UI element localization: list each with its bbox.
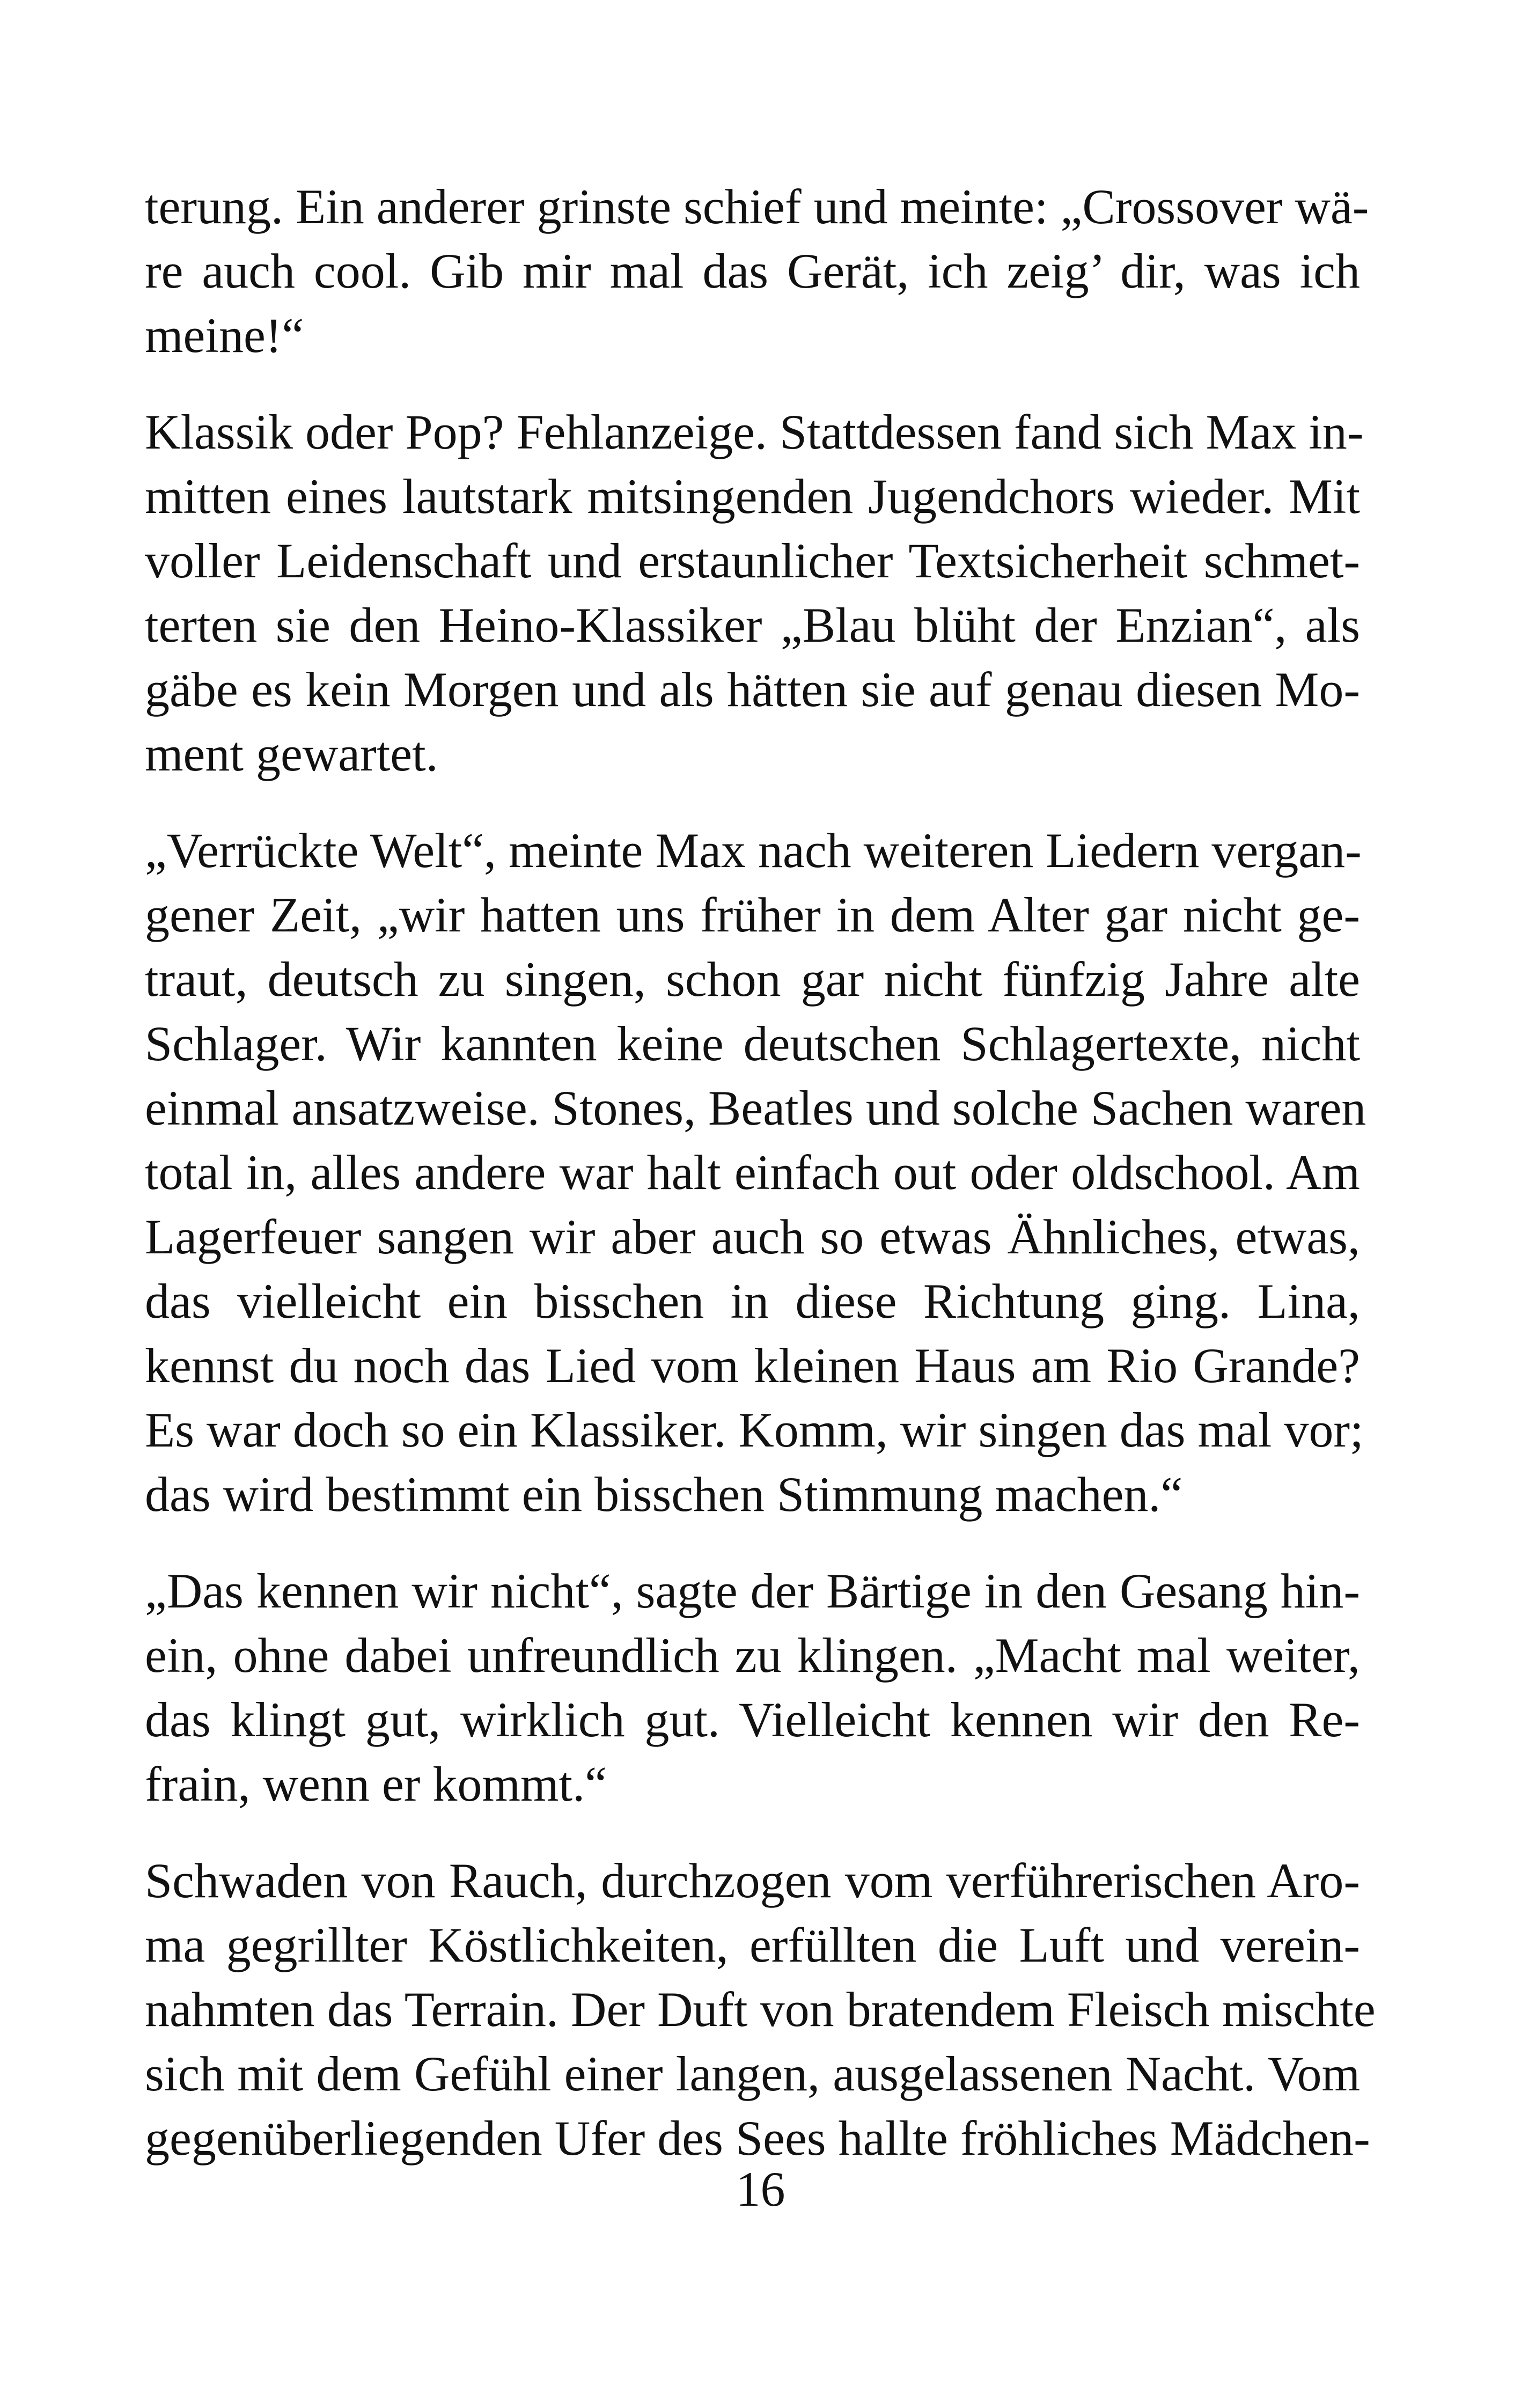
- text-line: re auch cool. Gib mir mal das Gerät, ich zeig’ dir, was ich: [145, 244, 1360, 298]
- text-line: nahmten das Terrain. Der Duft von bratendem Fleisch mischte: [145, 1982, 1376, 2037]
- text-line: das vielleicht ein bisschen in diese Richtung ging. Lina,: [145, 1274, 1360, 1328]
- text-line: Lagerfeuer sangen wir aber auch so etwas Ähnliches, etwas,: [145, 1209, 1360, 1264]
- text-line: traut, deutsch zu singen, schon gar nicht fünfzig Jahre alte: [145, 952, 1360, 1007]
- text-line: voller Leidenschaft und erstaunlicher Textsicherheit schmet-: [145, 533, 1360, 588]
- text-line: gäbe es kein Morgen und als hätten sie auf genau diesen Mo-: [145, 662, 1360, 717]
- text-line: ment gewartet.: [145, 726, 438, 781]
- text-line: Es war doch so ein Klassiker. Komm, wir singen das mal vor;: [145, 1403, 1364, 1457]
- text-line: Schwaden von Rauch, durchzogen vom verführerischen Aro-: [145, 1853, 1360, 1908]
- text-line: das klingt gut, wirklich gut. Vielleicht kennen wir den Re-: [145, 1692, 1360, 1747]
- text-line: sich mit dem Gefühl einer langen, ausgelassenen Nacht. Vom: [145, 2046, 1360, 2101]
- text-line: „Das kennen wir nicht“, sagte der Bärtige in den Gesang hin-: [145, 1563, 1360, 1618]
- text-line: kennst du noch das Lied vom kleinen Haus am Rio Grande?: [145, 1338, 1360, 1393]
- text-line: gener Zeit, „wir hatten uns früher in dem Alter gar nicht ge-: [145, 887, 1360, 942]
- text-line: ein, ohne dabei unfreundlich zu klingen. „Macht mal weiter,: [145, 1628, 1360, 1683]
- text-line: terung. Ein anderer grinste schief und meinte: „Crossover wä-: [145, 179, 1369, 234]
- text-line: einmal ansatzweise. Stones, Beatles und solche Sachen waren: [145, 1081, 1366, 1135]
- text-line: frain, wenn er kommt.“: [145, 1757, 607, 1811]
- text-line: Klassik oder Pop? Fehlanzeige. Stattdessen fand sich Max in-: [145, 405, 1364, 459]
- text-line: „Verrückte Welt“, meinte Max nach weiteren Liedern vergan-: [145, 823, 1362, 878]
- text-line: meine!“: [145, 308, 304, 363]
- text-line: gegenüberliegenden Ufer des Sees hallte fröhliches Mädchen-: [145, 2111, 1370, 2165]
- text-line: ma gegrillter Köstlichkeiten, erfüllten die Luft und verein-: [145, 1918, 1360, 1972]
- text-line: terten sie den Heino-Klassiker „Blau blüht der Enzian“, als: [145, 598, 1360, 652]
- text-line: das wird bestimmt ein bisschen Stimmung machen.“: [145, 1467, 1183, 1522]
- text-line: total in, alles andere war halt einfach out oder oldschool. Am: [145, 1145, 1360, 1200]
- text-line: mitten eines lautstark mitsingenden Jugendchors wieder. Mit: [145, 469, 1360, 524]
- page-number: 16: [736, 2162, 785, 2216]
- text-line: Schlager. Wir kannten keine deutschen Schlagertexte, nicht: [145, 1016, 1360, 1071]
